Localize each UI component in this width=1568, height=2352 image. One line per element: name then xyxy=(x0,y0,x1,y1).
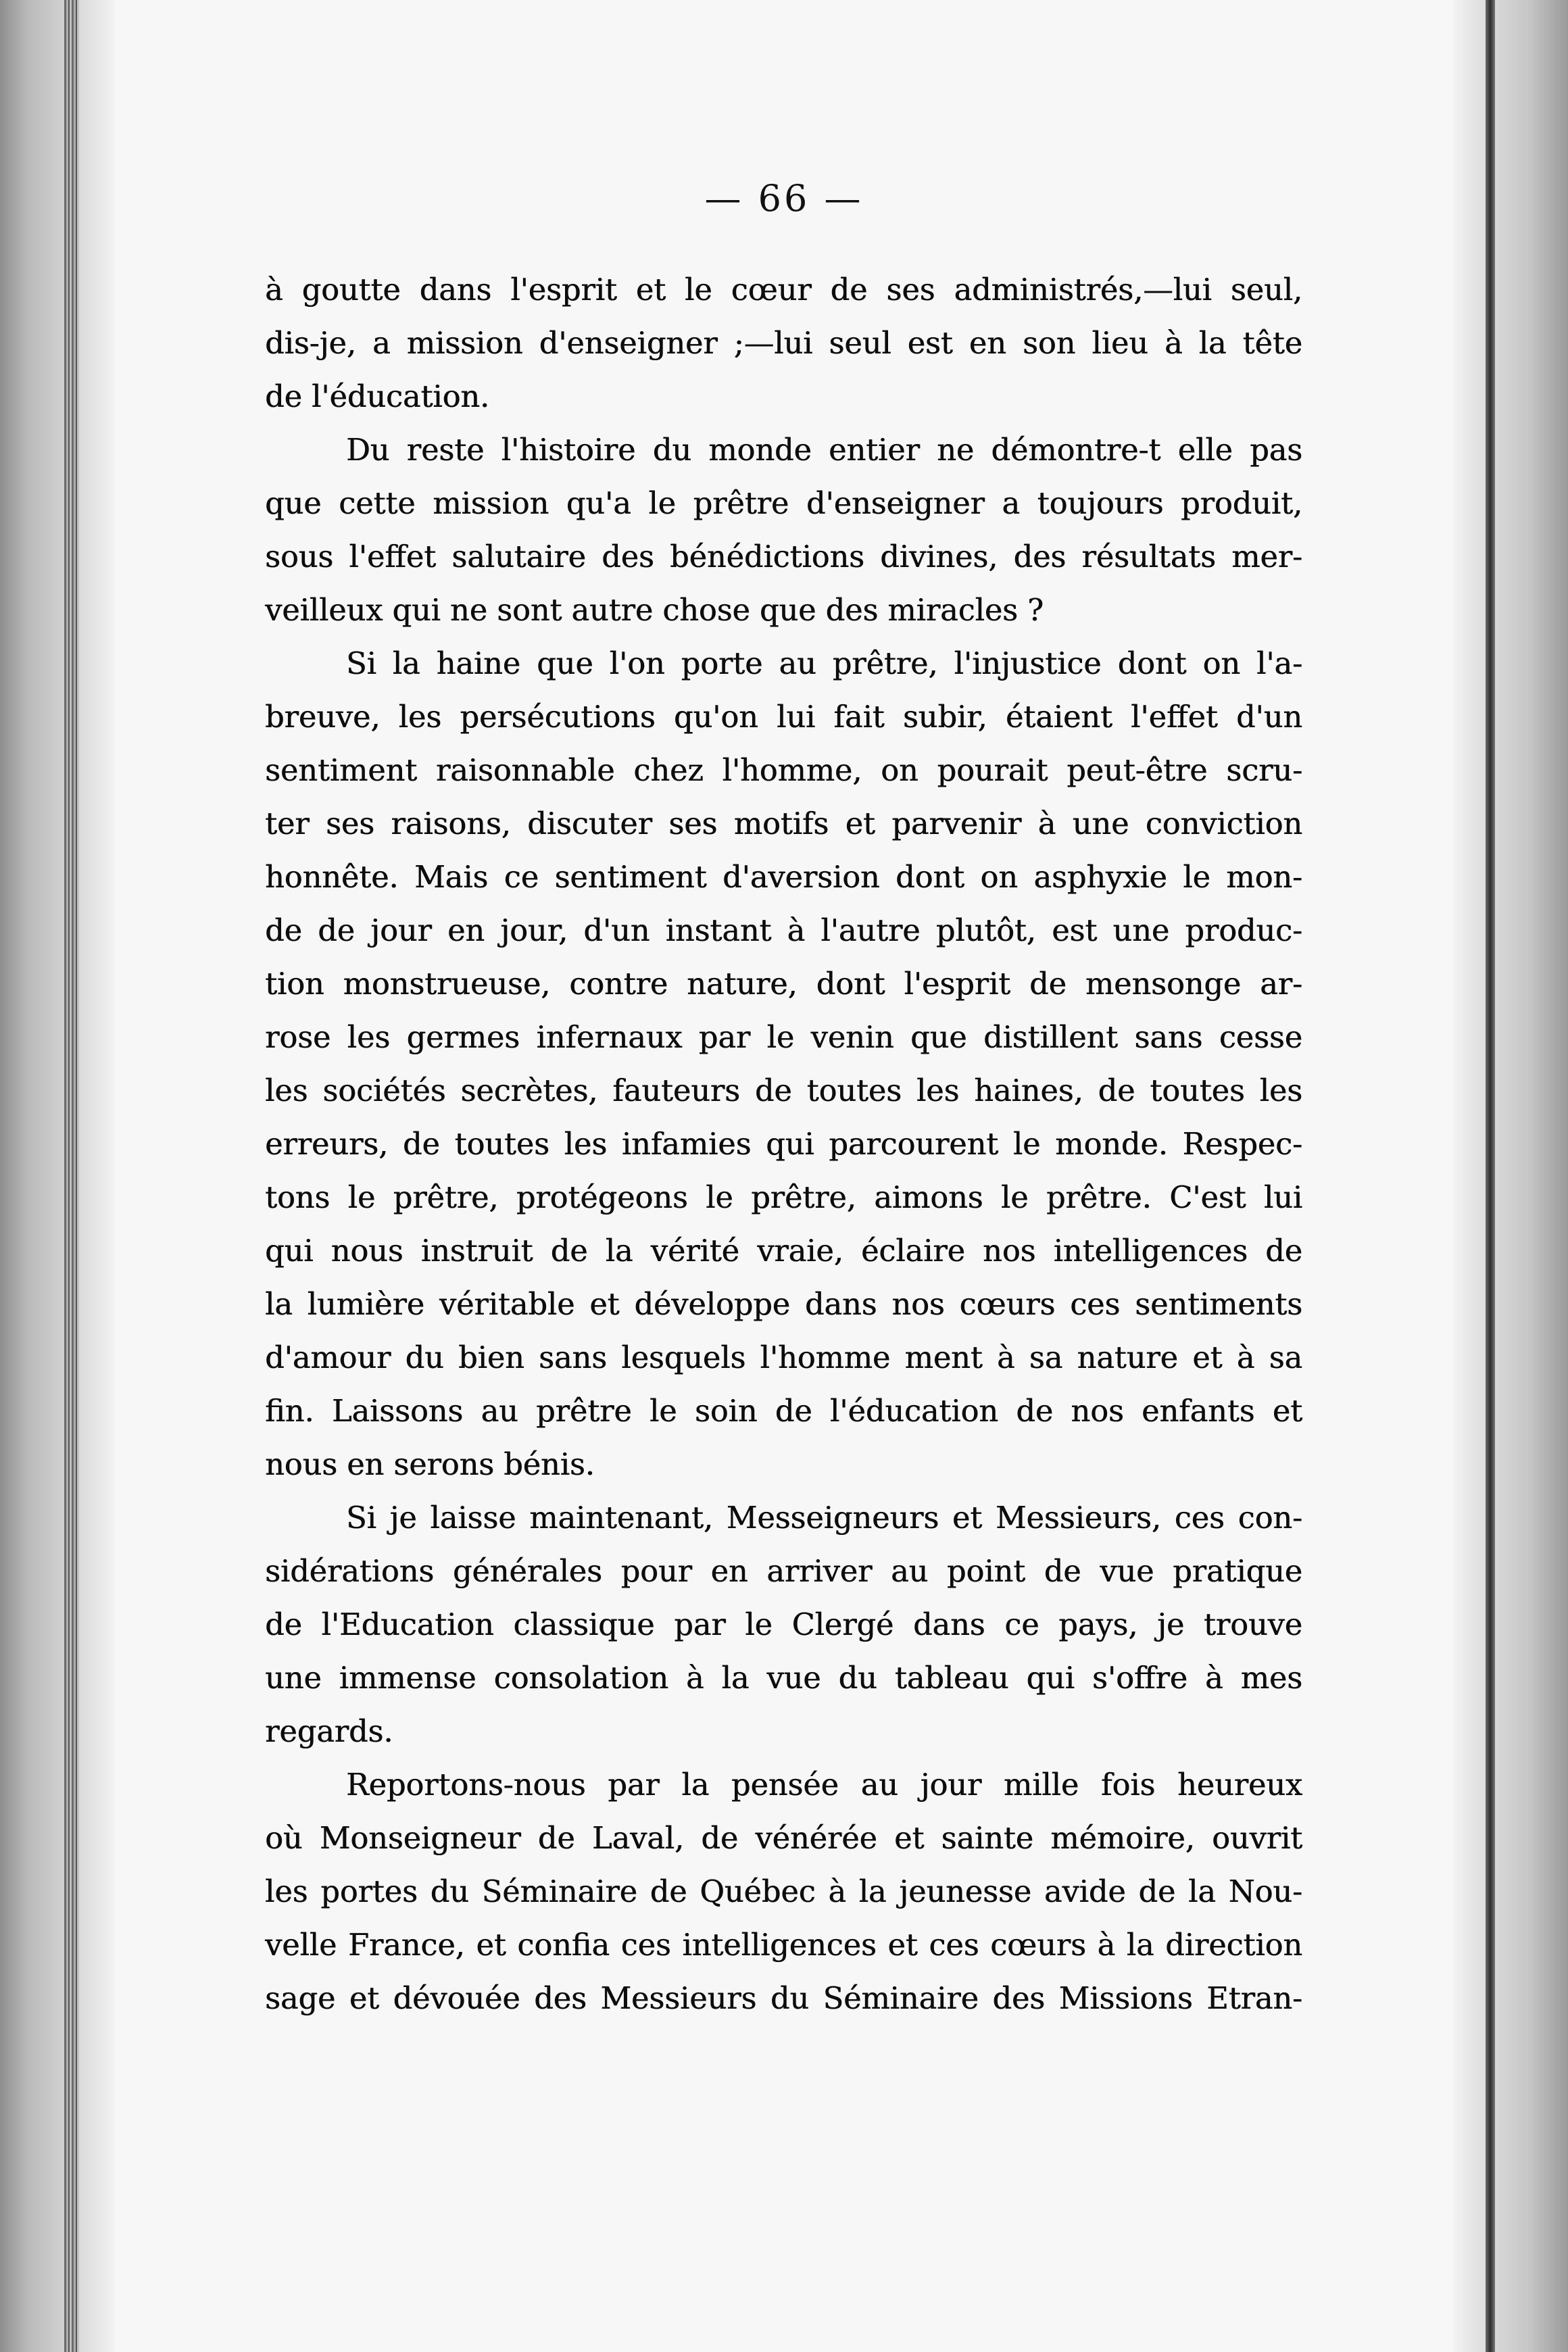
text-line: nous en serons bénis. xyxy=(265,1448,595,1482)
paragraph xyxy=(265,264,1302,424)
text-line: tons le prêtre, protégeons le prêtre, aimons le prêtre. C'est lui xyxy=(265,1181,1302,1215)
text-line: fin. Laissons au prêtre le soin de l'éducation de nos enfants et xyxy=(265,1394,1302,1429)
text-line: les portes du Séminaire de Québec à la jeunesse avide de la Nou- xyxy=(265,1875,1302,1909)
text-line: ter ses raisons, discuter ses motifs et parvenir à une conviction xyxy=(265,807,1302,841)
text-line: de l'Education classique par le Clergé dans ce pays, je trouve xyxy=(265,1608,1302,1642)
text-line: la lumière véritable et développe dans nos cœurs ces sentiments xyxy=(265,1288,1302,1322)
text-line: Si je laisse maintenant, Messeigneurs et Messieurs, ces con- xyxy=(346,1501,1302,1536)
book-binding-edge xyxy=(1486,0,1495,2352)
text-line: Du reste l'histoire du monde entier ne démontre-t elle pas xyxy=(346,433,1302,468)
text-line: d'amour du bien sans lesquels l'homme ment à sa nature et à sa xyxy=(265,1341,1302,1375)
text-line: Si la haine que l'on porte au prêtre, l'injustice dont on l'a- xyxy=(346,647,1302,681)
text-line: sous l'effet salutaire des bénédictions divines, des résultats mer- xyxy=(265,540,1302,574)
text-line: Reportons-nous par la pensée au jour mille fois heureux xyxy=(346,1768,1302,1803)
text-line: rose les germes infernaux par le venin que distillent sans cesse xyxy=(265,1021,1302,1055)
text-line: les sociétés secrètes, fauteurs de toutes les haines, de toutes les xyxy=(265,1074,1302,1108)
scan-right-margin xyxy=(1453,0,1568,2352)
text-line: honnête. Mais ce sentiment d'aversion dont on asphyxie le mon- xyxy=(265,860,1302,895)
paragraph xyxy=(265,1759,1302,2026)
text-line: regards. xyxy=(265,1715,393,1749)
scan-left-margin xyxy=(0,0,115,2352)
text-line: breuve, les persécutions qu'on lui fait subir, étaient l'effet d'un xyxy=(265,700,1302,735)
paragraph xyxy=(265,424,1302,637)
text-line: que cette mission qu'a le prêtre d'enseigner a toujours produit, xyxy=(265,487,1302,521)
text-line: de l'éducation. xyxy=(265,380,490,414)
text-line: sage et dévouée des Messieurs du Séminaire des Missions Etran- xyxy=(265,1982,1302,2016)
book-page-edges xyxy=(64,0,79,2352)
text-line: erreurs, de toutes les infamies qui parcourent le monde. Respec- xyxy=(265,1127,1302,1162)
text-line: à goutte dans l'esprit et le cœur de ses administrés,—lui seul, xyxy=(265,273,1302,308)
text-line: une immense consolation à la vue du tableau qui s'offre à mes xyxy=(265,1661,1302,1696)
text-line: sidérations générales pour en arriver au point de vue pratique xyxy=(265,1554,1302,1589)
paragraph xyxy=(265,1492,1302,1759)
body-text xyxy=(265,264,1302,2026)
paragraph xyxy=(265,637,1302,1492)
text-line: veilleux qui ne sont autre chose que des miracles ? xyxy=(265,593,1044,628)
text-line: dis-je, a mission d'enseigner ;—lui seul est en son lieu à la tête xyxy=(265,326,1302,361)
text-line: velle France, et confia ces intelligences et ces cœurs à la direction xyxy=(265,1928,1302,1963)
text-line: tion monstrueuse, contre nature, dont l'esprit de mensonge ar- xyxy=(265,967,1302,1002)
text-line: sentiment raisonnable chez l'homme, on pourait peut-être scru- xyxy=(265,754,1302,788)
text-line: de de jour en jour, d'un instant à l'autre plutôt, est une produc- xyxy=(265,914,1302,948)
text-line: où Monseigneur de Laval, de vénérée et sainte mémoire, ouvrit xyxy=(265,1821,1302,1856)
page-number: — 66 — xyxy=(704,177,864,220)
text-line: qui nous instruit de la vérité vraie, éclaire nos intelligences de xyxy=(265,1234,1302,1269)
